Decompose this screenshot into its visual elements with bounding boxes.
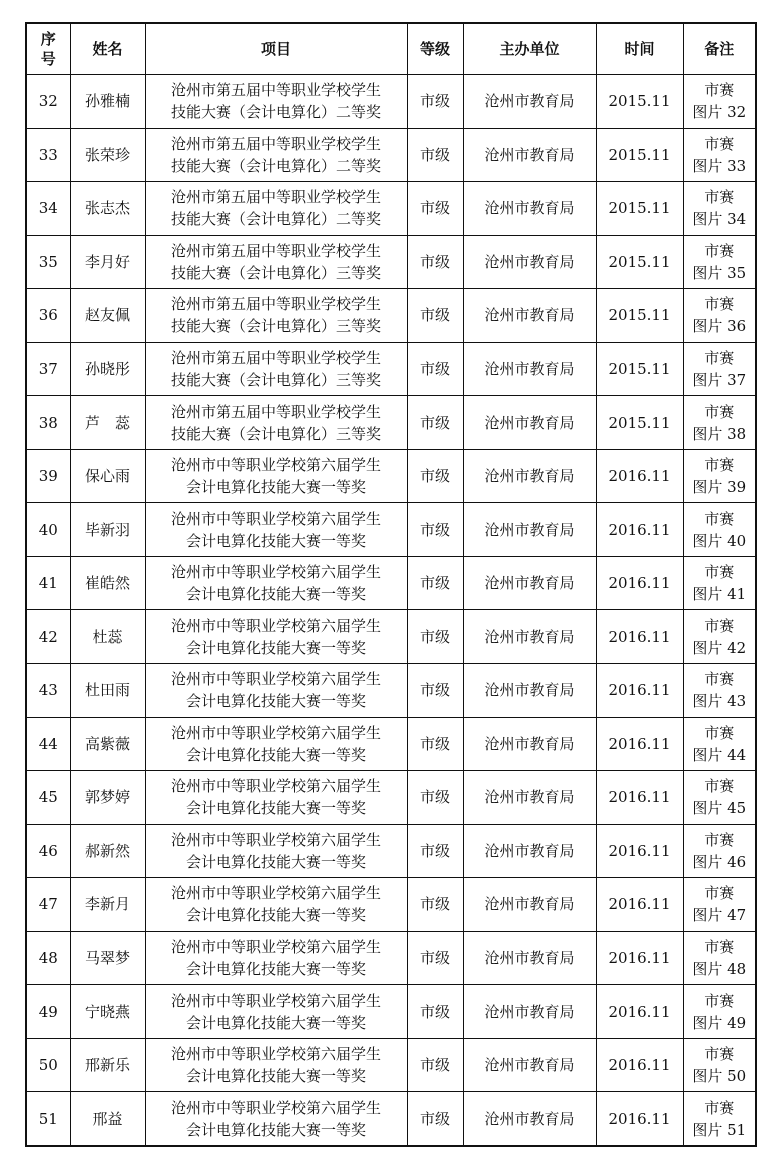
remark-line1: 市赛 — [704, 938, 735, 957]
award-project — [145, 449, 407, 503]
student-name: 保心雨 — [70, 449, 145, 503]
award-level: 市级 — [407, 610, 463, 664]
award-time: 2016.11 — [596, 824, 683, 878]
award-project-line1: 沧州市中等职业学校第六届学生 — [170, 938, 381, 957]
award-project-line1: 沧州市中等职业学校第六届学生 — [170, 830, 381, 849]
award-level: 市级 — [407, 985, 463, 1039]
remark-line1: 市赛 — [704, 509, 735, 528]
award-time: 2016.11 — [596, 449, 683, 503]
organizer: 沧州市教育局 — [463, 128, 596, 182]
award-level: 市级 — [407, 128, 463, 182]
award-project-line2: 会计电算化技能大赛一等奖 — [185, 745, 366, 764]
table-row — [26, 985, 756, 1039]
organizer: 沧州市教育局 — [463, 985, 596, 1039]
table-row — [26, 289, 756, 343]
organizer: 沧州市教育局 — [463, 556, 596, 610]
student-name: 张志杰 — [70, 182, 145, 236]
award-time: 2015.11 — [596, 289, 683, 343]
award-level: 市级 — [407, 289, 463, 343]
student-name: 孙雅楠 — [70, 75, 145, 129]
award-project-line2: 技能大赛（会计电算化）三等奖 — [170, 371, 381, 389]
remark — [683, 182, 756, 236]
remark — [683, 289, 756, 343]
student-name: 邢益 — [70, 1092, 145, 1146]
table-header — [26, 23, 756, 75]
award-level: 市级 — [407, 717, 463, 771]
organizer: 沧州市教育局 — [463, 342, 596, 396]
remark-line2: 图片 46 — [692, 852, 747, 871]
award-project — [145, 342, 407, 396]
remark-line2: 图片 44 — [692, 745, 747, 764]
award-project — [145, 289, 407, 343]
organizer: 沧州市教育局 — [463, 1038, 596, 1092]
award-project-line2: 技能大赛（会计电算化）二等奖 — [170, 210, 381, 229]
remark-line1: 市赛 — [704, 616, 735, 635]
remark — [683, 824, 756, 878]
student-name: 芦 蕊 — [70, 396, 145, 450]
remark-line2: 图片 43 — [692, 692, 747, 711]
remark-line2: 图片 40 — [692, 531, 747, 550]
student-name: 李新月 — [70, 878, 145, 932]
remark — [683, 878, 756, 932]
student-name: 杜蕊 — [70, 610, 145, 664]
award-project-line2: 技能大赛（会计电算化）三等奖 — [170, 263, 381, 282]
award-project-line1: 沧州市中等职业学校第六届学生 — [170, 670, 381, 689]
header-project: 项目 — [145, 23, 407, 75]
table-row — [26, 931, 756, 985]
table-row — [26, 75, 756, 129]
award-time: 2016.11 — [596, 503, 683, 557]
award-level: 市级 — [407, 878, 463, 932]
award-project-line1: 沧州市第五届中等职业学校学生 — [170, 241, 381, 260]
award-time: 2016.11 — [596, 556, 683, 610]
remark-line1: 市赛 — [704, 991, 735, 1010]
remark-line2: 图片 37 — [692, 371, 747, 389]
table-row — [26, 182, 756, 236]
student-name: 郭梦婷 — [70, 771, 145, 825]
header-organizer: 主办单位 — [463, 23, 596, 75]
row-number: 49 — [26, 985, 70, 1039]
student-name: 邢新乐 — [70, 1038, 145, 1092]
award-project — [145, 610, 407, 664]
award-project — [145, 931, 407, 985]
award-project-line1: 沧州市第五届中等职业学校学生 — [170, 188, 381, 207]
remark-line2: 图片 35 — [692, 263, 747, 282]
award-level: 市级 — [407, 771, 463, 825]
remark-line1: 市赛 — [704, 295, 735, 314]
table-row — [26, 503, 756, 557]
remark — [683, 235, 756, 289]
awards-table — [25, 22, 757, 1147]
header-index — [26, 23, 70, 75]
remark — [683, 1092, 756, 1146]
student-name: 孙晓彤 — [70, 342, 145, 396]
row-number: 45 — [26, 771, 70, 825]
remark — [683, 342, 756, 396]
remark-line2: 图片 48 — [692, 960, 747, 979]
header-index-line1: 序 — [40, 30, 56, 48]
table-body — [26, 75, 756, 1146]
row-number: 32 — [26, 75, 70, 129]
remark-line2: 图片 38 — [692, 424, 747, 443]
award-time: 2016.11 — [596, 771, 683, 825]
award-project-line1: 沧州市第五届中等职业学校学生 — [170, 295, 381, 314]
row-number: 47 — [26, 878, 70, 932]
award-time: 2016.11 — [596, 717, 683, 771]
award-level: 市级 — [407, 556, 463, 610]
remark-line2: 图片 36 — [692, 317, 747, 336]
header-remark: 备注 — [683, 23, 756, 75]
organizer: 沧州市教育局 — [463, 878, 596, 932]
award-project-line1: 沧州市中等职业学校第六届学生 — [170, 723, 381, 742]
award-time: 2015.11 — [596, 75, 683, 129]
remark-line2: 图片 47 — [692, 906, 747, 925]
remark-line2: 图片 45 — [692, 799, 747, 818]
student-name: 马翠梦 — [70, 931, 145, 985]
remark-line1: 市赛 — [704, 134, 735, 153]
remark — [683, 75, 756, 129]
award-time: 2015.11 — [596, 396, 683, 450]
row-number: 40 — [26, 503, 70, 557]
table-row — [26, 878, 756, 932]
organizer: 沧州市教育局 — [463, 824, 596, 878]
award-level: 市级 — [407, 182, 463, 236]
remark-line1: 市赛 — [704, 188, 735, 207]
award-project-line1: 沧州市中等职业学校第六届学生 — [170, 563, 381, 582]
header-index-line2: 号 — [40, 50, 56, 68]
remark-line2: 图片 34 — [692, 210, 747, 229]
remark-line1: 市赛 — [704, 777, 735, 796]
award-project-line2: 技能大赛（会计电算化）三等奖 — [170, 424, 381, 443]
award-project — [145, 878, 407, 932]
organizer: 沧州市教育局 — [463, 610, 596, 664]
table-row — [26, 1038, 756, 1092]
organizer: 沧州市教育局 — [463, 396, 596, 450]
student-name: 宁晓燕 — [70, 985, 145, 1039]
award-project-line2: 会计电算化技能大赛一等奖 — [185, 1120, 366, 1139]
remark-line2: 图片 39 — [692, 478, 747, 497]
remark-line1: 市赛 — [704, 456, 735, 475]
award-level: 市级 — [407, 396, 463, 450]
row-number: 46 — [26, 824, 70, 878]
row-number: 36 — [26, 289, 70, 343]
organizer: 沧州市教育局 — [463, 182, 596, 236]
award-project-line2: 技能大赛（会计电算化）三等奖 — [170, 317, 381, 336]
award-project-line1: 沧州市中等职业学校第六届学生 — [170, 777, 381, 796]
award-project — [145, 556, 407, 610]
row-number: 37 — [26, 342, 70, 396]
award-level: 市级 — [407, 664, 463, 718]
remark-line1: 市赛 — [704, 670, 735, 689]
award-time: 2016.11 — [596, 664, 683, 718]
award-level: 市级 — [407, 342, 463, 396]
table-row — [26, 824, 756, 878]
award-project-line2: 会计电算化技能大赛一等奖 — [185, 585, 366, 604]
student-name: 杜田雨 — [70, 664, 145, 718]
organizer: 沧州市教育局 — [463, 931, 596, 985]
header-level: 等级 — [407, 23, 463, 75]
award-project — [145, 75, 407, 129]
organizer: 沧州市教育局 — [463, 289, 596, 343]
award-project — [145, 182, 407, 236]
award-project — [145, 1038, 407, 1092]
row-number: 33 — [26, 128, 70, 182]
organizer: 沧州市教育局 — [463, 771, 596, 825]
award-level: 市级 — [407, 235, 463, 289]
table-row — [26, 717, 756, 771]
remark — [683, 1038, 756, 1092]
student-name: 李月好 — [70, 235, 145, 289]
award-project — [145, 235, 407, 289]
row-number: 44 — [26, 717, 70, 771]
table-row — [26, 556, 756, 610]
remark-line2: 图片 41 — [692, 585, 747, 604]
award-time: 2016.11 — [596, 1092, 683, 1146]
award-level: 市级 — [407, 75, 463, 129]
organizer: 沧州市教育局 — [463, 664, 596, 718]
remark-line2: 图片 50 — [692, 1067, 747, 1086]
organizer: 沧州市教育局 — [463, 75, 596, 129]
award-time: 2015.11 — [596, 342, 683, 396]
award-project-line2: 会计电算化技能大赛一等奖 — [185, 531, 366, 550]
award-project-line2: 会计电算化技能大赛一等奖 — [185, 1013, 366, 1032]
table-row — [26, 610, 756, 664]
award-time: 2016.11 — [596, 610, 683, 664]
award-project-line1: 沧州市中等职业学校第六届学生 — [170, 884, 381, 903]
student-name: 郝新然 — [70, 824, 145, 878]
table-row — [26, 771, 756, 825]
award-project-line2: 会计电算化技能大赛一等奖 — [185, 1067, 366, 1086]
award-project-line1: 沧州市中等职业学校第六届学生 — [170, 509, 381, 528]
award-level: 市级 — [407, 824, 463, 878]
table-row — [26, 449, 756, 503]
remark — [683, 503, 756, 557]
header-row — [26, 23, 756, 75]
remark-line2: 图片 49 — [692, 1013, 747, 1032]
row-number: 34 — [26, 182, 70, 236]
award-project — [145, 128, 407, 182]
award-project-line2: 会计电算化技能大赛一等奖 — [185, 960, 366, 979]
award-project-line2: 会计电算化技能大赛一等奖 — [185, 799, 366, 818]
award-project-line1: 沧州市第五届中等职业学校学生 — [170, 402, 381, 421]
award-level: 市级 — [407, 1038, 463, 1092]
remark-line2: 图片 51 — [692, 1120, 747, 1139]
row-number: 48 — [26, 931, 70, 985]
remark — [683, 931, 756, 985]
award-project-line2: 会计电算化技能大赛一等奖 — [185, 478, 366, 497]
organizer: 沧州市教育局 — [463, 235, 596, 289]
award-project-line2: 会计电算化技能大赛一等奖 — [185, 692, 366, 711]
award-project-line1: 沧州市第五届中等职业学校学生 — [170, 81, 381, 100]
award-level: 市级 — [407, 931, 463, 985]
award-time: 2016.11 — [596, 1038, 683, 1092]
award-project-line1: 沧州市中等职业学校第六届学生 — [170, 1098, 381, 1117]
award-project — [145, 717, 407, 771]
remark-line2: 图片 32 — [692, 103, 747, 122]
organizer: 沧州市教育局 — [463, 1092, 596, 1146]
award-project-line1: 沧州市第五届中等职业学校学生 — [170, 349, 381, 367]
award-project — [145, 396, 407, 450]
student-name: 毕新羽 — [70, 503, 145, 557]
award-time: 2016.11 — [596, 985, 683, 1039]
organizer: 沧州市教育局 — [463, 449, 596, 503]
table-row — [26, 235, 756, 289]
award-project-line1: 沧州市中等职业学校第六届学生 — [170, 1045, 381, 1064]
table-row — [26, 342, 756, 396]
student-name: 崔皓然 — [70, 556, 145, 610]
row-number: 50 — [26, 1038, 70, 1092]
award-project — [145, 985, 407, 1039]
remark — [683, 449, 756, 503]
organizer: 沧州市教育局 — [463, 503, 596, 557]
remark-line1: 市赛 — [704, 830, 735, 849]
award-project-line1: 沧州市中等职业学校第六届学生 — [170, 616, 381, 635]
remark — [683, 556, 756, 610]
award-time: 2016.11 — [596, 878, 683, 932]
organizer: 沧州市教育局 — [463, 717, 596, 771]
remark-line1: 市赛 — [704, 241, 735, 260]
award-project-line1: 沧州市中等职业学校第六届学生 — [170, 991, 381, 1010]
award-project-line1: 沧州市第五届中等职业学校学生 — [170, 134, 381, 153]
award-time: 2015.11 — [596, 182, 683, 236]
award-level: 市级 — [407, 503, 463, 557]
student-name: 张荣珍 — [70, 128, 145, 182]
remark — [683, 128, 756, 182]
award-project — [145, 1092, 407, 1146]
table-row — [26, 128, 756, 182]
award-level: 市级 — [407, 449, 463, 503]
remark-line1: 市赛 — [704, 81, 735, 100]
remark-line1: 市赛 — [704, 563, 735, 582]
remark — [683, 396, 756, 450]
award-project-line2: 技能大赛（会计电算化）二等奖 — [170, 103, 381, 122]
student-name: 高紫薇 — [70, 717, 145, 771]
remark-line1: 市赛 — [704, 349, 735, 367]
remark-line1: 市赛 — [704, 1045, 735, 1064]
row-number: 42 — [26, 610, 70, 664]
award-project-line1: 沧州市中等职业学校第六届学生 — [170, 456, 381, 475]
remark-line1: 市赛 — [704, 402, 735, 421]
remark — [683, 771, 756, 825]
remark-line1: 市赛 — [704, 723, 735, 742]
table-row — [26, 396, 756, 450]
row-number: 35 — [26, 235, 70, 289]
award-project-line2: 会计电算化技能大赛一等奖 — [185, 638, 366, 657]
row-number: 43 — [26, 664, 70, 718]
award-project — [145, 824, 407, 878]
row-number: 39 — [26, 449, 70, 503]
table-row — [26, 1092, 756, 1146]
remark — [683, 985, 756, 1039]
remark — [683, 610, 756, 664]
award-time: 2016.11 — [596, 931, 683, 985]
row-number: 51 — [26, 1092, 70, 1146]
award-project-line2: 会计电算化技能大赛一等奖 — [185, 906, 366, 925]
header-name: 姓名 — [70, 23, 145, 75]
remark — [683, 717, 756, 771]
header-time: 时间 — [596, 23, 683, 75]
remark-line1: 市赛 — [704, 884, 735, 903]
award-project — [145, 664, 407, 718]
student-name: 赵友佩 — [70, 289, 145, 343]
row-number: 38 — [26, 396, 70, 450]
award-project-line2: 会计电算化技能大赛一等奖 — [185, 852, 366, 871]
award-project — [145, 771, 407, 825]
row-number: 41 — [26, 556, 70, 610]
award-time: 2015.11 — [596, 235, 683, 289]
remark — [683, 664, 756, 718]
award-time: 2015.11 — [596, 128, 683, 182]
remark-line2: 图片 42 — [692, 638, 747, 657]
table-row — [26, 664, 756, 718]
award-project — [145, 503, 407, 557]
award-project-line2: 技能大赛（会计电算化）二等奖 — [170, 156, 381, 175]
remark-line1: 市赛 — [704, 1098, 735, 1117]
award-level: 市级 — [407, 1092, 463, 1146]
remark-line2: 图片 33 — [692, 156, 747, 175]
